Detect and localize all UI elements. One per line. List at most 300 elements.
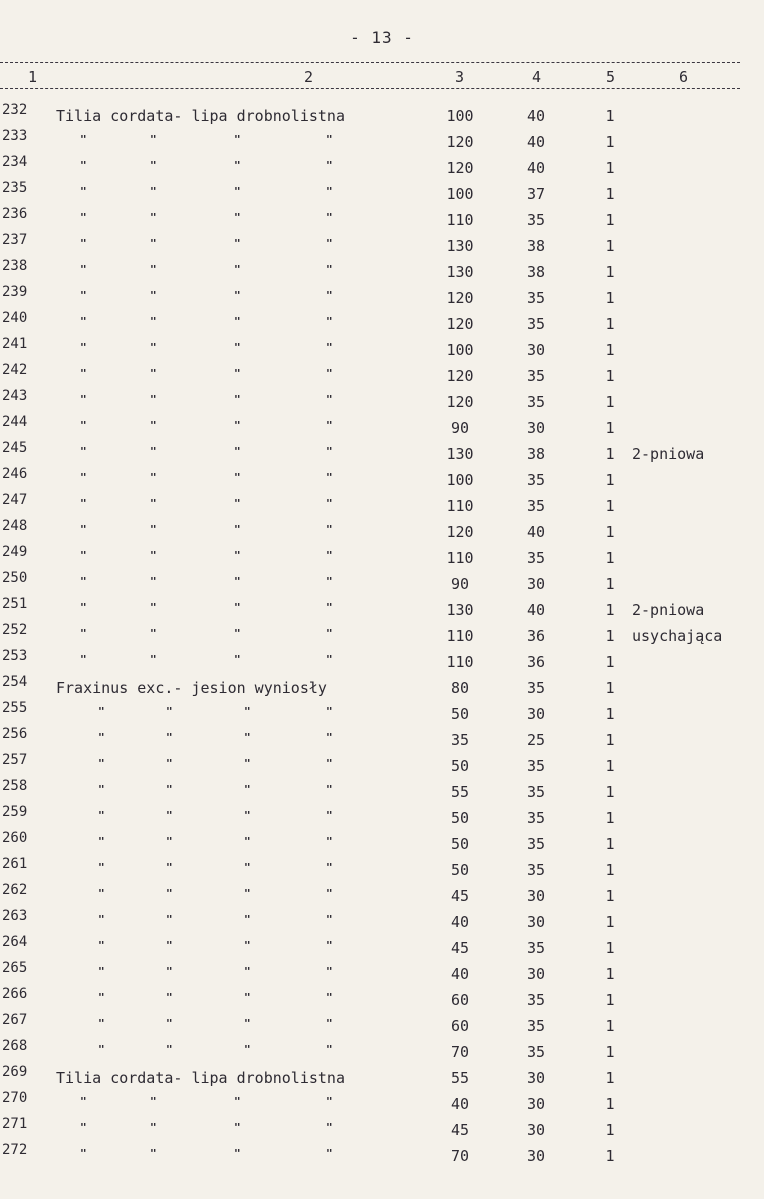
ditto-mark: " <box>80 341 87 354</box>
column-5-value: 1 <box>605 1069 615 1087</box>
ditto-mark: " <box>150 133 157 146</box>
row-number: 256 <box>2 726 28 742</box>
column-3-value: 40 <box>450 1095 470 1113</box>
row-number: 235 <box>2 180 28 196</box>
page-number: - 13 - <box>350 28 414 47</box>
table-row <box>0 648 764 674</box>
column-4-value: 38 <box>526 237 546 255</box>
table-row <box>0 804 764 830</box>
ditto-mark: " <box>98 965 105 978</box>
column-header-4: 4 <box>532 68 542 86</box>
table-row <box>0 1064 764 1090</box>
ditto-mark: " <box>234 1095 241 1108</box>
ditto-mark: " <box>234 133 241 146</box>
column-4-value: 35 <box>526 367 546 385</box>
ditto-mark: " <box>80 159 87 172</box>
table-row <box>0 778 764 804</box>
ditto-mark: " <box>150 341 157 354</box>
ditto-mark: " <box>234 497 241 510</box>
ditto-mark: " <box>326 627 333 640</box>
column-header-row <box>0 68 764 88</box>
column-3-value: 130 <box>446 445 474 463</box>
ditto-mark: " <box>80 497 87 510</box>
ditto-mark: " <box>80 445 87 458</box>
ditto-mark: " <box>326 341 333 354</box>
row-number: 270 <box>2 1090 28 1106</box>
row-number: 242 <box>2 362 28 378</box>
column-4-value: 35 <box>526 991 546 1009</box>
column-3-value: 100 <box>446 341 474 359</box>
column-4-value: 30 <box>526 965 546 983</box>
column-4-value: 30 <box>526 913 546 931</box>
table-row <box>0 518 764 544</box>
column-4-value: 38 <box>526 445 546 463</box>
ditto-mark: " <box>98 731 105 744</box>
column-5-value: 1 <box>605 575 615 593</box>
ditto-mark: " <box>326 159 333 172</box>
ditto-mark: " <box>326 757 333 770</box>
row-number: 236 <box>2 206 28 222</box>
row-number: 249 <box>2 544 28 560</box>
table-row <box>0 570 764 596</box>
row-number: 267 <box>2 1012 28 1028</box>
row-number: 269 <box>2 1064 28 1080</box>
row-number: 264 <box>2 934 28 950</box>
column-5-value: 1 <box>605 445 615 463</box>
column-4-value: 35 <box>526 835 546 853</box>
species-name: Tilia cordata- lipa drobnolistna <box>56 1069 345 1087</box>
ditto-mark: " <box>234 289 241 302</box>
ditto-mark: " <box>326 367 333 380</box>
column-3-value: 120 <box>446 523 474 541</box>
column-4-value: 40 <box>526 133 546 151</box>
ditto-mark: " <box>234 627 241 640</box>
column-4-value: 38 <box>526 263 546 281</box>
column-5-value: 1 <box>605 549 615 567</box>
column-5-value: 1 <box>605 601 615 619</box>
ditto-mark: " <box>150 211 157 224</box>
column-3-value: 70 <box>450 1147 470 1165</box>
ditto-mark: " <box>150 1095 157 1108</box>
ditto-mark: " <box>244 887 251 900</box>
ditto-mark: " <box>150 367 157 380</box>
ditto-mark: " <box>244 1043 251 1056</box>
column-4-value: 30 <box>526 341 546 359</box>
column-5-value: 1 <box>605 367 615 385</box>
column-4-value: 25 <box>526 731 546 749</box>
column-3-value: 120 <box>446 289 474 307</box>
column-5-value: 1 <box>605 731 615 749</box>
ditto-mark: " <box>150 653 157 666</box>
ditto-mark: " <box>80 367 87 380</box>
column-3-value: 60 <box>450 1017 470 1035</box>
row-number: 262 <box>2 882 28 898</box>
row-number: 243 <box>2 388 28 404</box>
ditto-mark: " <box>166 731 173 744</box>
table-row <box>0 284 764 310</box>
ditto-mark: " <box>326 835 333 848</box>
column-5-value: 1 <box>605 1043 615 1061</box>
table-row <box>0 206 764 232</box>
ditto-mark: " <box>326 1147 333 1160</box>
column-4-value: 30 <box>526 705 546 723</box>
row-number: 255 <box>2 700 28 716</box>
table-row <box>0 180 764 206</box>
column-4-value: 30 <box>526 419 546 437</box>
column-5-value: 1 <box>605 185 615 203</box>
ditto-mark: " <box>234 471 241 484</box>
ditto-mark: " <box>244 835 251 848</box>
column-4-value: 40 <box>526 601 546 619</box>
row-number: 244 <box>2 414 28 430</box>
table-row <box>0 492 764 518</box>
column-3-value: 90 <box>450 575 470 593</box>
table-row <box>0 466 764 492</box>
column-5-value: 1 <box>605 107 615 125</box>
column-5-value: 1 <box>605 263 615 281</box>
table-row <box>0 596 764 622</box>
ditto-mark: " <box>326 1043 333 1056</box>
ditto-mark: " <box>150 263 157 276</box>
ditto-mark: " <box>150 523 157 536</box>
ditto-mark: " <box>150 471 157 484</box>
column-5-value: 1 <box>605 471 615 489</box>
column-3-value: 110 <box>446 211 474 229</box>
remark: usychająca <box>632 627 723 645</box>
ditto-mark: " <box>326 653 333 666</box>
ditto-mark: " <box>326 705 333 718</box>
ditto-mark: " <box>234 549 241 562</box>
ditto-mark: " <box>326 1095 333 1108</box>
row-number: 252 <box>2 622 28 638</box>
ditto-mark: " <box>80 653 87 666</box>
column-header-6: 6 <box>679 68 689 86</box>
species-name: Tilia cordata- lipa drobnolistna <box>56 107 345 125</box>
ditto-mark: " <box>166 705 173 718</box>
ditto-mark: " <box>326 289 333 302</box>
column-3-value: 50 <box>450 705 470 723</box>
column-5-value: 1 <box>605 419 615 437</box>
ditto-mark: " <box>234 159 241 172</box>
column-3-value: 80 <box>450 679 470 697</box>
row-number: 233 <box>2 128 28 144</box>
table-row <box>0 336 764 362</box>
ditto-mark: " <box>244 965 251 978</box>
row-number: 234 <box>2 154 28 170</box>
column-4-value: 35 <box>526 809 546 827</box>
table-row <box>0 1090 764 1116</box>
ditto-mark: " <box>326 731 333 744</box>
ditto-mark: " <box>80 211 87 224</box>
column-5-value: 1 <box>605 653 615 671</box>
ditto-mark: " <box>244 783 251 796</box>
column-5-value: 1 <box>605 835 615 853</box>
row-number: 260 <box>2 830 28 846</box>
column-5-value: 1 <box>605 627 615 645</box>
ditto-mark: " <box>326 783 333 796</box>
column-5-value: 1 <box>605 939 615 957</box>
ditto-mark: " <box>98 887 105 900</box>
ditto-mark: " <box>234 393 241 406</box>
column-5-value: 1 <box>605 341 615 359</box>
row-number: 237 <box>2 232 28 248</box>
table-row <box>0 154 764 180</box>
column-4-value: 35 <box>526 315 546 333</box>
ditto-mark: " <box>326 133 333 146</box>
column-4-value: 35 <box>526 497 546 515</box>
column-3-value: 50 <box>450 809 470 827</box>
ditto-mark: " <box>98 913 105 926</box>
column-5-value: 1 <box>605 133 615 151</box>
column-5-value: 1 <box>605 289 615 307</box>
header-rule <box>0 88 740 89</box>
column-4-value: 35 <box>526 549 546 567</box>
ditto-mark: " <box>80 549 87 562</box>
ditto-mark: " <box>326 861 333 874</box>
ditto-mark: " <box>326 263 333 276</box>
column-4-value: 36 <box>526 653 546 671</box>
row-number: 271 <box>2 1116 28 1132</box>
row-number: 265 <box>2 960 28 976</box>
ditto-mark: " <box>150 627 157 640</box>
table-row <box>0 1012 764 1038</box>
column-5-value: 1 <box>605 1147 615 1165</box>
column-3-value: 50 <box>450 835 470 853</box>
column-3-value: 35 <box>450 731 470 749</box>
ditto-mark: " <box>166 835 173 848</box>
column-5-value: 1 <box>605 1121 615 1139</box>
ditto-mark: " <box>98 809 105 822</box>
ditto-mark: " <box>80 419 87 432</box>
column-header-2: 2 <box>304 68 314 86</box>
column-3-value: 45 <box>450 939 470 957</box>
table-row <box>0 102 764 128</box>
ditto-mark: " <box>80 263 87 276</box>
column-5-value: 1 <box>605 315 615 333</box>
row-number: 266 <box>2 986 28 1002</box>
table-row <box>0 622 764 648</box>
row-number: 272 <box>2 1142 28 1158</box>
ditto-mark: " <box>326 419 333 432</box>
ditto-mark: " <box>98 939 105 952</box>
ditto-mark: " <box>150 601 157 614</box>
ditto-mark: " <box>234 445 241 458</box>
ditto-mark: " <box>326 887 333 900</box>
column-5-value: 1 <box>605 913 615 931</box>
column-5-value: 1 <box>605 1095 615 1113</box>
column-5-value: 1 <box>605 679 615 697</box>
column-5-value: 1 <box>605 159 615 177</box>
ditto-mark: " <box>244 913 251 926</box>
column-3-value: 45 <box>450 1121 470 1139</box>
table-row <box>0 362 764 388</box>
column-3-value: 110 <box>446 549 474 567</box>
species-name: Fraxinus exc.- jesion wyniosły <box>56 679 327 697</box>
column-4-value: 35 <box>526 861 546 879</box>
table-row <box>0 674 764 700</box>
row-number: 240 <box>2 310 28 326</box>
table-row <box>0 1038 764 1064</box>
ditto-mark: " <box>166 1043 173 1056</box>
ditto-mark: " <box>234 237 241 250</box>
column-5-value: 1 <box>605 497 615 515</box>
ditto-mark: " <box>150 289 157 302</box>
ditto-mark: " <box>234 211 241 224</box>
ditto-mark: " <box>326 809 333 822</box>
row-number: 239 <box>2 284 28 300</box>
row-number: 258 <box>2 778 28 794</box>
column-5-value: 1 <box>605 965 615 983</box>
ditto-mark: " <box>234 341 241 354</box>
ditto-mark: " <box>150 393 157 406</box>
column-3-value: 100 <box>446 107 474 125</box>
inventory-table <box>0 102 764 1168</box>
table-row <box>0 388 764 414</box>
column-4-value: 40 <box>526 523 546 541</box>
remark: 2-pniowa <box>632 601 705 619</box>
column-5-value: 1 <box>605 705 615 723</box>
column-4-value: 35 <box>526 757 546 775</box>
top-rule <box>0 62 740 63</box>
column-3-value: 100 <box>446 185 474 203</box>
column-4-value: 30 <box>526 1069 546 1087</box>
row-number: 251 <box>2 596 28 612</box>
column-5-value: 1 <box>605 861 615 879</box>
ditto-mark: " <box>326 1121 333 1134</box>
column-3-value: 55 <box>450 1069 470 1087</box>
ditto-mark: " <box>326 211 333 224</box>
ditto-mark: " <box>80 627 87 640</box>
column-3-value: 120 <box>446 315 474 333</box>
ditto-mark: " <box>150 419 157 432</box>
column-header-1: 1 <box>28 68 38 86</box>
ditto-mark: " <box>326 575 333 588</box>
row-number: 253 <box>2 648 28 664</box>
column-5-value: 1 <box>605 783 615 801</box>
remark: 2-pniowa <box>632 445 705 463</box>
row-number: 248 <box>2 518 28 534</box>
ditto-mark: " <box>80 523 87 536</box>
ditto-mark: " <box>80 237 87 250</box>
ditto-mark: " <box>244 809 251 822</box>
ditto-mark: " <box>166 991 173 1004</box>
ditto-mark: " <box>98 1017 105 1030</box>
column-4-value: 37 <box>526 185 546 203</box>
column-3-value: 120 <box>446 133 474 151</box>
table-row <box>0 700 764 726</box>
row-number: 238 <box>2 258 28 274</box>
column-3-value: 120 <box>446 367 474 385</box>
ditto-mark: " <box>80 315 87 328</box>
column-4-value: 35 <box>526 471 546 489</box>
column-4-value: 35 <box>526 679 546 697</box>
column-3-value: 50 <box>450 757 470 775</box>
column-5-value: 1 <box>605 991 615 1009</box>
ditto-mark: " <box>326 497 333 510</box>
column-4-value: 35 <box>526 1017 546 1035</box>
column-4-value: 35 <box>526 1043 546 1061</box>
ditto-mark: " <box>326 523 333 536</box>
row-number: 261 <box>2 856 28 872</box>
ditto-mark: " <box>244 991 251 1004</box>
ditto-mark: " <box>234 1147 241 1160</box>
column-4-value: 30 <box>526 575 546 593</box>
row-number: 263 <box>2 908 28 924</box>
ditto-mark: " <box>326 939 333 952</box>
ditto-mark: " <box>234 263 241 276</box>
ditto-mark: " <box>234 367 241 380</box>
column-3-value: 45 <box>450 887 470 905</box>
ditto-mark: " <box>234 185 241 198</box>
table-row <box>0 882 764 908</box>
row-number: 268 <box>2 1038 28 1054</box>
column-3-value: 40 <box>450 913 470 931</box>
row-number: 241 <box>2 336 28 352</box>
ditto-mark: " <box>80 1095 87 1108</box>
column-5-value: 1 <box>605 393 615 411</box>
column-4-value: 30 <box>526 1147 546 1165</box>
ditto-mark: " <box>244 1017 251 1030</box>
table-row <box>0 128 764 154</box>
ditto-mark: " <box>166 757 173 770</box>
ditto-mark: " <box>98 991 105 1004</box>
table-row <box>0 908 764 934</box>
column-3-value: 110 <box>446 497 474 515</box>
column-3-value: 110 <box>446 627 474 645</box>
column-3-value: 50 <box>450 861 470 879</box>
table-row <box>0 830 764 856</box>
row-number: 232 <box>2 102 28 118</box>
column-3-value: 40 <box>450 965 470 983</box>
ditto-mark: " <box>80 289 87 302</box>
ditto-mark: " <box>80 601 87 614</box>
column-3-value: 110 <box>446 653 474 671</box>
ditto-mark: " <box>326 991 333 1004</box>
ditto-mark: " <box>244 705 251 718</box>
column-4-value: 30 <box>526 887 546 905</box>
ditto-mark: " <box>98 757 105 770</box>
ditto-mark: " <box>326 315 333 328</box>
ditto-mark: " <box>80 471 87 484</box>
table-row <box>0 960 764 986</box>
ditto-mark: " <box>244 861 251 874</box>
ditto-mark: " <box>326 185 333 198</box>
row-number: 254 <box>2 674 28 690</box>
ditto-mark: " <box>326 913 333 926</box>
column-5-value: 1 <box>605 237 615 255</box>
column-header-5: 5 <box>606 68 616 86</box>
ditto-mark: " <box>166 1017 173 1030</box>
row-number: 257 <box>2 752 28 768</box>
ditto-mark: " <box>166 861 173 874</box>
ditto-mark: " <box>244 757 251 770</box>
row-number: 259 <box>2 804 28 820</box>
column-3-value: 100 <box>446 471 474 489</box>
row-number: 246 <box>2 466 28 482</box>
table-row <box>0 726 764 752</box>
table-row <box>0 544 764 570</box>
ditto-mark: " <box>326 445 333 458</box>
ditto-mark: " <box>234 601 241 614</box>
ditto-mark: " <box>234 653 241 666</box>
row-number: 245 <box>2 440 28 456</box>
column-5-value: 1 <box>605 1017 615 1035</box>
column-header-3: 3 <box>455 68 465 86</box>
table-row <box>0 856 764 882</box>
column-5-value: 1 <box>605 809 615 827</box>
table-row <box>0 986 764 1012</box>
ditto-mark: " <box>150 315 157 328</box>
